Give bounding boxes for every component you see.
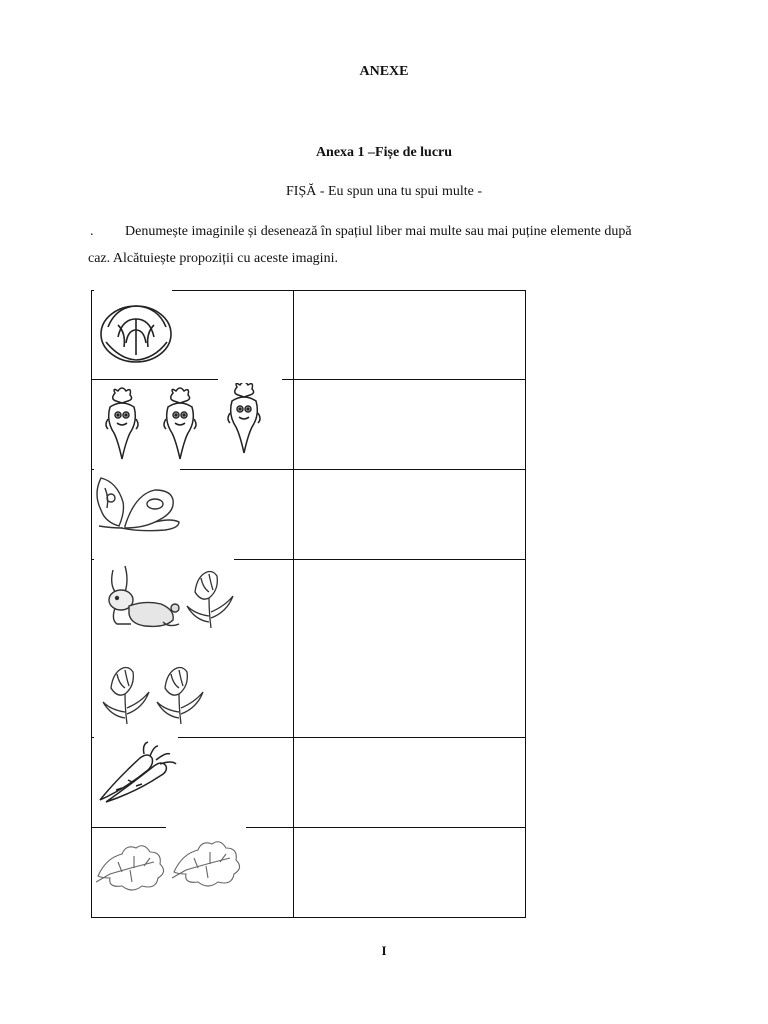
worksheet-table (91, 290, 526, 918)
picture-cell (92, 470, 294, 560)
page-number: I (381, 943, 387, 958)
table-row (92, 828, 526, 918)
table-row (92, 470, 526, 560)
drawing-cell (294, 828, 526, 918)
picture-cell (92, 738, 294, 828)
butterfly-icon (95, 472, 183, 540)
picture-cell (92, 828, 294, 918)
instruction-line-2: caz. Alcătuiește propoziții cu aceste imagini. (88, 251, 338, 266)
cabbage-icon (96, 297, 176, 369)
picture-cell (92, 560, 294, 738)
worksheet-title: FIȘĂ - Eu spun una tu spui multe - (286, 184, 482, 199)
table-row (92, 380, 526, 470)
table-row (92, 560, 526, 738)
instruction-line-1: Denumește imaginile și desenează în spațiul liber mai multe sau mai puține elemente după (125, 224, 632, 239)
picture-cell (92, 291, 294, 380)
drawing-cell (294, 470, 526, 560)
instruction-bullet: . (90, 224, 94, 239)
rabbit-and-flowers-icons (95, 562, 295, 732)
table-row (92, 738, 526, 828)
page-title: ANEXE (359, 64, 409, 79)
picture-cell (92, 380, 294, 470)
carrots-icon (96, 738, 182, 808)
drawing-cell (294, 560, 526, 738)
table-row (92, 291, 526, 380)
rabbit (109, 566, 179, 626)
drawing-cell (294, 738, 526, 828)
beet-icons (100, 383, 290, 463)
drawing-cell (294, 380, 526, 470)
annex-subtitle: Anexa 1 –Fișe de lucru (315, 145, 453, 160)
leaf-icons (96, 834, 246, 894)
drawing-cell (294, 291, 526, 380)
